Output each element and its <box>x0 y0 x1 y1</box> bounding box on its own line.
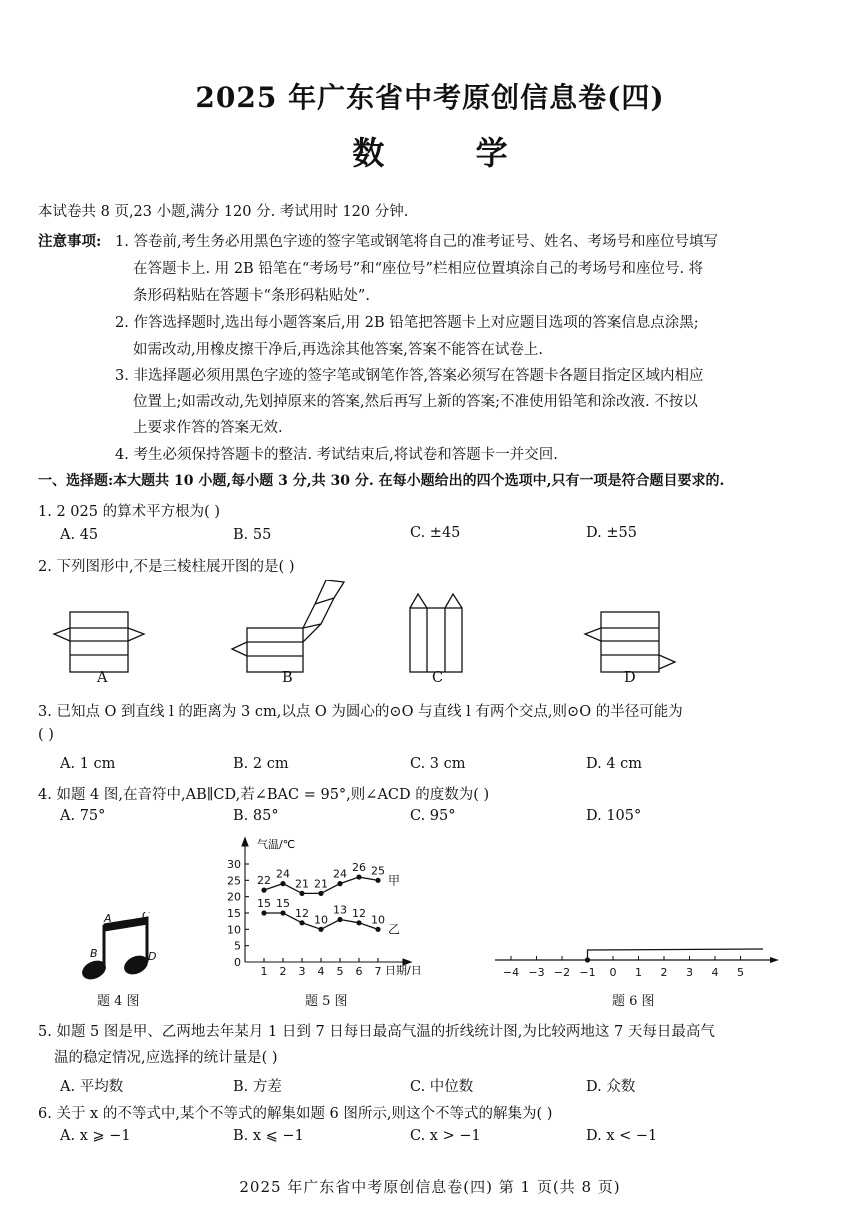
y-tick-label: 0 <box>234 956 241 969</box>
q6-option-d: D. x < −1 <box>586 1128 658 1144</box>
q6-option-b: B. x ⩽ −1 <box>233 1128 304 1144</box>
y-tick-label: 20 <box>227 890 241 904</box>
data-label: 12 <box>352 906 366 920</box>
q4-option-b: B. 85° <box>233 808 279 824</box>
note-line: 2. 作答选择题时,选出每小题答案后,用 2B 铅笔把答题卡上对应题目选项的答案信息点涂黑; <box>115 315 699 331</box>
page-footer: 2025 年广东省中考原创信息卷(四) 第 1 页(共 8 页) <box>239 1178 621 1196</box>
q5-option-c: C. 中位数 <box>410 1079 474 1095</box>
x-tick-label: 4 <box>317 965 325 978</box>
question-2-stem: 2. 下列图形中,不是三棱柱展开图的是( ) <box>38 559 295 575</box>
chart-xlabel: 日期/日 <box>385 964 422 977</box>
q3-option-d: D. 4 cm <box>586 756 643 772</box>
net-label-b: B <box>282 670 293 686</box>
q1-option-a: A. 45 <box>60 527 99 543</box>
series-name: 乙 <box>388 922 401 937</box>
question-5-stem: 5. 如题 5 图是甲、乙两地去年某月 1 日到 7 日每日最高气温的折线统计图,为比较两地这 7 天每日最高气 <box>38 1024 715 1040</box>
data-label: 21 <box>314 877 328 891</box>
label-d: D <box>148 950 157 963</box>
number-line-arrow <box>770 957 779 963</box>
data-label: 22 <box>257 874 271 888</box>
data-label: 21 <box>295 877 309 891</box>
fig4-music-note <box>70 912 170 987</box>
note-line: 1. 答卷前,考生务必用黑色字迹的签字笔或钢笔将自己的准考证号、姓名、考场号和座位号填写 <box>115 234 719 250</box>
q6-option-c: C. x > −1 <box>410 1128 481 1144</box>
q5-option-d: D. 众数 <box>586 1079 636 1095</box>
data-label: 15 <box>257 897 271 910</box>
x-tick-label: 5 <box>336 965 344 978</box>
question-5-stem-cont: 温的稳定情况,应选择的统计量是( ) <box>54 1050 278 1066</box>
q5-option-b: B. 方差 <box>233 1079 282 1095</box>
question-4-stem: 4. 如题 4 图,在音符中,AB∥CD,若∠BAC = 95°,则∠ACD 的度数为( ) <box>38 787 490 803</box>
data-point <box>299 920 304 925</box>
data-point <box>337 917 342 922</box>
fig5-caption: 题 5 图 <box>305 994 348 1009</box>
x-tick-label: 1 <box>260 965 268 978</box>
number-line-label: −2 <box>553 966 571 979</box>
number-line-label: 1 <box>635 966 642 979</box>
x-tick-label: 2 <box>279 965 287 978</box>
notes-label: 注意事项: <box>38 233 102 250</box>
x-tick-label: 6 <box>355 965 363 978</box>
net-a <box>54 612 144 672</box>
net-c <box>410 594 462 672</box>
y-tick-label: 15 <box>227 907 241 920</box>
y-tick-label: 30 <box>227 858 241 871</box>
series-name: 甲 <box>388 873 401 888</box>
data-point <box>356 874 361 879</box>
note-line: 4. 考生必须保持答题卡的整洁. 考试结束后,将试卷和答题卡一并交回. <box>115 447 558 463</box>
fig4-caption: 题 4 图 <box>97 994 140 1009</box>
q4-option-d: D. 105° <box>586 808 642 824</box>
number-line-label: −3 <box>528 966 545 979</box>
solution-ray <box>588 949 764 960</box>
fig5-line-chart <box>215 834 445 982</box>
net-b <box>232 580 344 672</box>
fig6-number-line <box>495 940 785 980</box>
q1-option-b: B. 55 <box>233 527 272 543</box>
fig6-caption: 题 6 图 <box>612 994 655 1009</box>
data-point <box>375 878 380 883</box>
q6-option-a: A. x ⩾ −1 <box>60 1128 131 1144</box>
q5-option-a: A. 平均数 <box>60 1079 124 1095</box>
q3-option-a: A. 1 cm <box>60 756 116 772</box>
y-tick-label: 25 <box>227 874 241 888</box>
solution-endpoint <box>585 957 590 962</box>
data-point <box>375 927 380 932</box>
question-1-stem: 1. 2 025 的算术平方根为( ) <box>38 504 220 520</box>
data-label: 13 <box>333 903 347 917</box>
data-label: 10 <box>371 913 385 927</box>
number-line-label: 0 <box>609 966 617 979</box>
section-heading: 一、选择题:本大题共 10 小题,每小题 3 分,共 30 分. 在每小题给出的四个选项中,只有一项是符合题目要求的. <box>38 473 725 489</box>
data-point <box>261 888 266 893</box>
question-3-stem: 3. 已知点 O 到直线 l 的距离为 3 cm,以点 O 为圆心的⊙O 与直线 l 有两个交点,则⊙O 的半径可能为 <box>38 704 683 720</box>
number-line-label: −4 <box>502 966 520 979</box>
net-label-c: C <box>432 670 444 686</box>
y-axis-arrow <box>242 838 248 846</box>
data-point <box>261 910 266 915</box>
number-line-label: 2 <box>660 966 668 979</box>
question-3-stem-cont: ( ) <box>38 727 54 743</box>
q1-option-d: D. ±55 <box>586 525 637 541</box>
y-tick-label: 10 <box>227 923 241 937</box>
number-line-label: 4 <box>711 966 719 979</box>
q3-option-b: B. 2 cm <box>233 756 289 772</box>
chart-ylabel: 气温/℃ <box>257 838 296 851</box>
data-point <box>318 927 323 932</box>
note-line: 3. 非选择题必须用黑色字迹的签字笔或钢笔作答,答案必须写在答题卡各题目指定区域内相应 <box>115 368 704 384</box>
note-line: 位置上;如需改动,先划掉原来的答案,然后再写上新的答案;不准使用铅笔和涂改液. 不按以 <box>133 394 698 410</box>
data-point <box>299 891 304 896</box>
q1-option-c: C. ±45 <box>410 525 461 541</box>
data-label: 26 <box>352 861 366 875</box>
data-point <box>280 910 285 915</box>
note-line: 条形码粘贴在答题卡“条形码粘贴处”. <box>133 288 370 304</box>
data-label: 24 <box>333 867 347 881</box>
number-line-label: −1 <box>579 966 596 979</box>
label-c: C <box>142 912 150 922</box>
intro-text: 本试卷共 8 页,23 小题,满分 120 分. 考试用时 120 分钟. <box>38 204 409 220</box>
data-point <box>356 920 361 925</box>
note-line: 在答题卡上. 用 2B 铅笔在“考场号”和“座位号”栏相应位置填涂自己的考场号和座位号. 将 <box>133 261 704 277</box>
subject-title: 数 学 <box>352 134 548 172</box>
data-point <box>318 891 323 896</box>
q3-option-c: C. 3 cm <box>410 756 466 772</box>
net-d <box>585 612 675 672</box>
x-tick-label: 7 <box>374 965 382 978</box>
q4-option-a: A. 75° <box>60 808 106 824</box>
x-tick-label: 3 <box>298 965 306 978</box>
note-line: 上要求作答的答案无效. <box>133 420 283 436</box>
q4-option-c: C. 95° <box>410 808 456 824</box>
net-label-a: A <box>97 670 108 686</box>
question-6-stem: 6. 关于 x 的不等式中,某个不等式的解集如题 6 图所示,则这个不等式的解集为( ) <box>38 1106 553 1122</box>
paper-title: 2025 年广东省中考原创信息卷(四) <box>195 81 665 114</box>
data-label: 24 <box>276 867 290 881</box>
data-label: 12 <box>295 906 309 920</box>
data-label: 15 <box>276 897 290 910</box>
data-point <box>337 881 342 886</box>
number-line-label: 5 <box>737 966 744 979</box>
number-line-label: 3 <box>686 966 693 979</box>
y-tick-label: 5 <box>234 939 241 953</box>
label-a: A <box>104 912 112 925</box>
data-point <box>280 881 285 886</box>
note-line: 如需改动,用橡皮擦干净后,再选涂其他答案,答案不能答在试卷上. <box>133 342 543 358</box>
net-label-d: D <box>624 670 636 686</box>
data-label: 10 <box>314 913 328 927</box>
label-b: B <box>90 947 98 960</box>
data-label: 25 <box>371 864 385 878</box>
